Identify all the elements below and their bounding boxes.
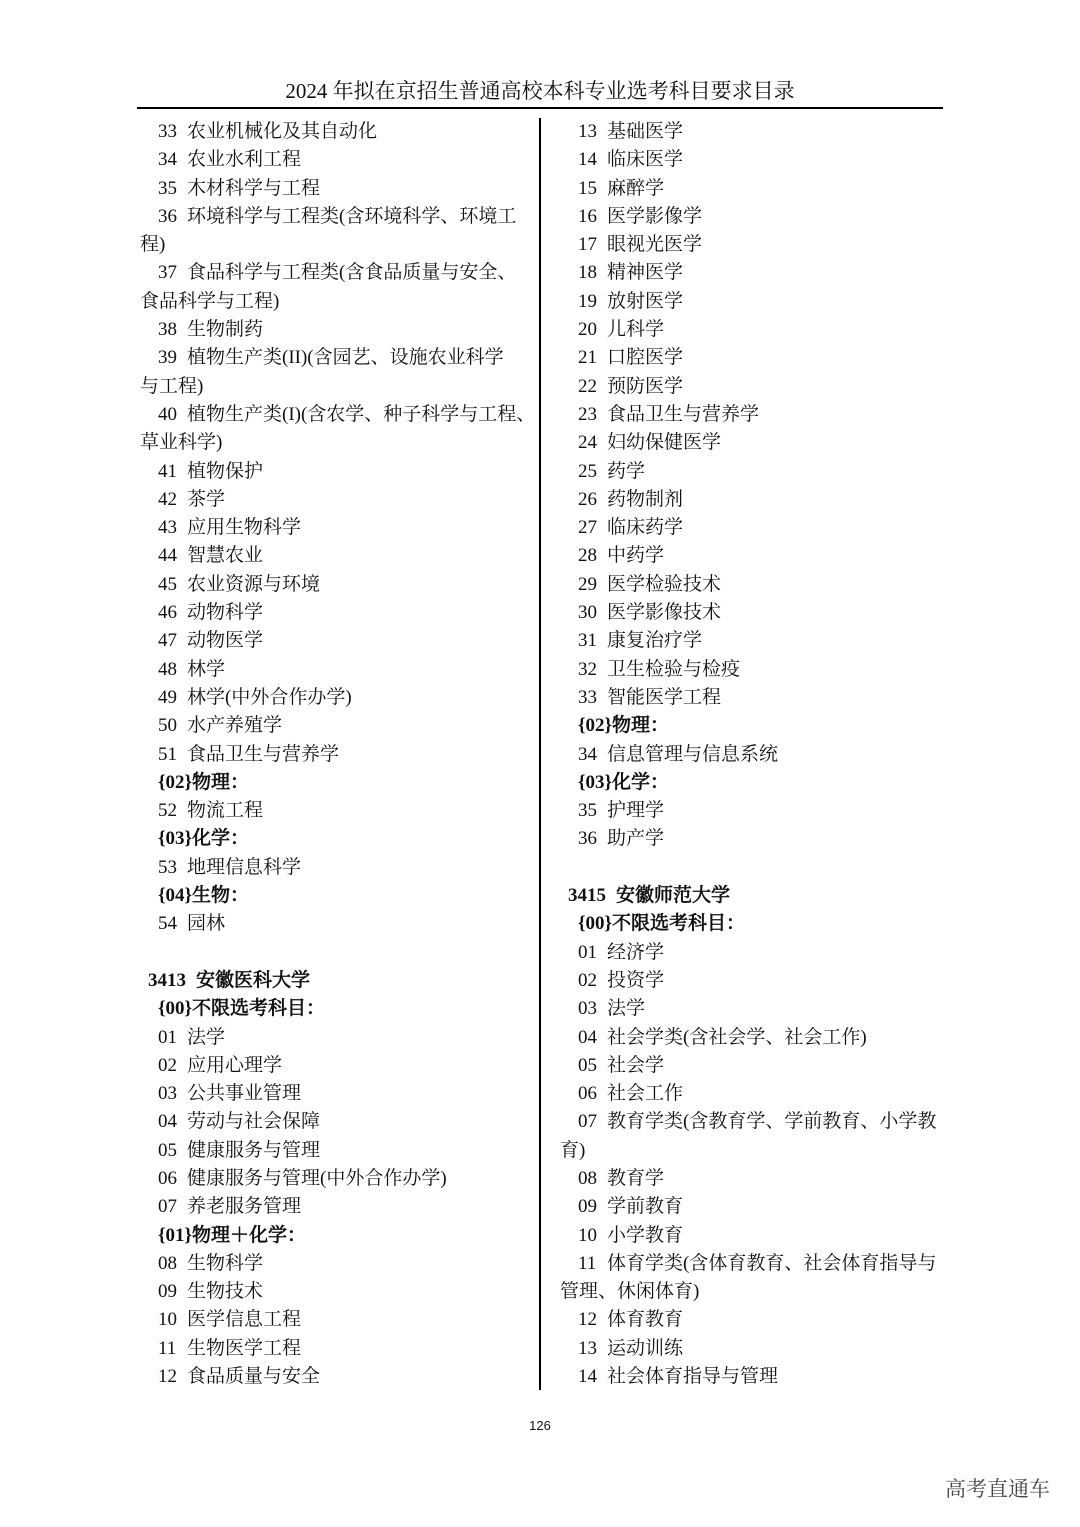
major-name: 应用心理学 [187,1054,283,1076]
major-item [560,1250,944,1278]
major-number: 31 [578,630,597,652]
major-name: 体育学类(含体育教育、社会体育指导与 [607,1252,937,1274]
major-item [560,939,944,967]
school-code: 3415 [568,885,606,907]
major-number: 08 [158,1252,177,1274]
major-item [560,1052,944,1080]
major-name: 临床医学 [607,149,684,171]
major-number: 03 [578,998,597,1020]
major-item [560,684,944,712]
major-name: 农业资源与环境 [187,573,321,595]
major-item [140,1278,536,1306]
major-name: 运动训练 [607,1337,684,1359]
school-name: 安徽医科大学 [196,969,311,991]
major-item [140,486,536,514]
major-item [140,1250,536,1278]
major-item [560,175,944,203]
major-name: 教育学类(含教育学、学前教育、小学教 [607,1111,937,1133]
major-name: 健康服务与管理(中外合作办学) [187,1167,447,1189]
major-name-continuation: 食品科学与工程) [140,290,280,312]
major-name: 医学影像学 [607,205,703,227]
major-number: 06 [578,1083,597,1105]
major-item [560,656,944,684]
major-item [560,1222,944,1250]
major-name: 康复治疗学 [607,630,703,652]
blank-line [140,939,536,967]
major-name: 基础医学 [607,121,684,142]
major-number: 12 [158,1366,177,1388]
major-item [560,571,944,599]
column-divider [539,118,541,1390]
major-item [140,712,536,740]
major-number: 19 [578,290,597,312]
major-number: 44 [158,545,177,567]
major-number: 25 [578,460,597,482]
major-name: 助产学 [607,828,665,850]
major-name: 口腔医学 [607,347,684,369]
subject-requirement-heading: {00}不限选考科目： [578,913,745,935]
major-number: 09 [578,1196,597,1218]
major-number: 27 [578,517,597,539]
major-name: 园林 [187,913,226,935]
major-item [140,910,536,938]
subject-requirement-heading: {00}不限选考科目： [158,998,325,1020]
major-number: 29 [578,573,597,595]
major-number: 18 [578,262,597,284]
major-name: 精神医学 [607,262,684,284]
major-number: 35 [578,800,597,822]
major-number: 33 [578,686,597,708]
major-number: 54 [158,913,177,935]
major-number: 22 [578,375,597,397]
major-item [140,1024,536,1052]
major-number: 52 [158,800,177,822]
major-number: 33 [158,121,177,142]
major-name: 环境科学与工程类(含环境科学、环境工 [187,205,517,227]
major-number: 17 [578,234,597,256]
major-item [140,259,536,287]
major-item [560,344,944,372]
major-item [560,1165,944,1193]
major-name-continuation: 草业科学) [140,432,223,454]
major-name: 茶学 [187,488,226,510]
major-name: 食品卫生与营养学 [607,403,760,425]
major-number: 10 [158,1309,177,1331]
major-name: 小学教育 [607,1224,684,1246]
major-name: 法学 [187,1026,226,1048]
subject-requirement-heading: {02}物理： [158,771,249,793]
major-item [560,316,944,344]
major-item [560,486,944,514]
major-number: 13 [578,121,597,142]
major-number: 20 [578,319,597,341]
major-item [560,259,944,287]
major-number: 11 [158,1337,177,1359]
major-name: 学前教育 [607,1196,684,1218]
major-item [560,1024,944,1052]
major-item [560,967,944,995]
major-name: 社会学 [607,1054,665,1076]
major-name: 养老服务管理 [187,1196,302,1218]
major-name: 生物技术 [187,1281,264,1303]
major-number: 06 [158,1167,177,1189]
header-rule [137,107,943,109]
major-item [560,797,944,825]
right-column [560,118,944,1391]
subject-requirement-heading: {03}化学： [158,828,249,850]
major-name: 中药学 [607,545,665,567]
major-number: 23 [578,403,597,425]
major-name: 智能医学工程 [607,686,722,708]
major-item [560,118,944,146]
major-name: 农业水利工程 [187,149,302,171]
major-item [140,514,536,542]
major-number: 08 [578,1167,597,1189]
school-code: 3413 [148,969,186,991]
school-heading [140,967,536,995]
major-item [560,458,944,486]
major-name: 预防医学 [607,375,684,397]
major-name: 体育教育 [607,1309,684,1331]
major-number: 09 [158,1281,177,1303]
major-item [560,1108,944,1136]
major-item [560,1335,944,1363]
major-number: 12 [578,1309,597,1331]
major-name: 社会工作 [607,1083,684,1105]
major-name: 卫生检验与检疫 [607,658,741,680]
major-number: 45 [158,573,177,595]
school-heading [560,882,944,910]
major-name: 动物医学 [187,630,264,652]
major-number: 13 [578,1337,597,1359]
major-item [560,599,944,627]
major-item [140,1137,536,1165]
major-number: 46 [158,602,177,624]
major-name: 动物科学 [187,602,264,624]
major-item [140,1080,536,1108]
major-name: 临床药学 [607,517,684,539]
major-name-continuation: 程) [140,234,166,256]
major-name-continuation: 管理、休闲体育) [560,1281,700,1303]
major-name: 水产养殖学 [187,715,283,737]
major-item [140,458,536,486]
major-number: 48 [158,658,177,680]
major-name: 教育学 [607,1167,665,1189]
major-number: 16 [578,205,597,227]
major-number: 24 [578,432,597,454]
major-name: 医学影像技术 [607,602,722,624]
major-number: 07 [578,1111,597,1133]
major-item [560,288,944,316]
major-number: 40 [158,403,177,425]
major-name: 信息管理与信息系统 [607,743,779,765]
major-number: 37 [158,262,177,284]
major-item [140,1052,536,1080]
major-number: 49 [158,686,177,708]
major-name: 经济学 [607,941,665,963]
major-item [140,1363,536,1391]
major-item [560,825,944,853]
major-item [140,1335,536,1363]
major-name: 医学信息工程 [187,1309,302,1331]
major-name: 护理学 [607,800,665,822]
major-name: 食品卫生与营养学 [187,743,340,765]
major-name-continuation: 育) [560,1139,586,1161]
school-name: 安徽师范大学 [616,885,731,907]
major-name: 药学 [607,460,646,482]
major-name: 植物保护 [187,460,264,482]
major-number: 41 [158,460,177,482]
major-number: 43 [158,517,177,539]
major-number: 04 [578,1026,597,1048]
major-name: 植物生产类(I)(含农学、种子科学与工程、 [187,403,536,425]
major-item [560,401,944,429]
major-item [140,656,536,684]
major-name: 医学检验技术 [607,573,722,595]
major-item [140,344,536,372]
subject-requirement-heading: {01}物理＋化学： [158,1224,306,1246]
major-number: 01 [158,1026,177,1048]
left-column [140,118,536,1391]
major-number: 14 [578,149,597,171]
major-name: 儿科学 [607,319,665,341]
major-item [140,1165,536,1193]
major-name: 法学 [607,998,646,1020]
major-number: 50 [158,715,177,737]
major-number: 05 [578,1054,597,1076]
major-number: 36 [158,205,177,227]
major-number: 03 [158,1083,177,1105]
major-number: 47 [158,630,177,652]
major-number: 38 [158,319,177,341]
major-number: 05 [158,1139,177,1161]
major-name: 药物制剂 [607,488,684,510]
major-number: 35 [158,177,177,199]
major-name: 健康服务与管理 [187,1139,321,1161]
major-item [560,429,944,457]
major-name: 劳动与社会保障 [187,1111,321,1133]
major-item [140,1306,536,1334]
major-number: 28 [578,545,597,567]
major-number: 39 [158,347,177,369]
major-item [140,741,536,769]
major-number: 04 [158,1111,177,1133]
major-name: 公共事业管理 [187,1083,302,1105]
major-name: 生物科学 [187,1252,264,1274]
major-name: 木材科学与工程 [187,177,321,199]
major-number: 51 [158,743,177,765]
major-name: 放射医学 [607,290,684,312]
major-name: 应用生物科学 [187,517,302,539]
major-number: 02 [578,969,597,991]
major-item [560,1363,944,1391]
major-item [140,542,536,570]
major-name: 投资学 [607,969,665,991]
major-name: 眼视光医学 [607,234,703,256]
major-number: 53 [158,856,177,878]
major-number: 34 [578,743,597,765]
major-item [560,1080,944,1108]
major-item [140,1193,536,1221]
major-name: 林学 [187,658,226,680]
major-item [140,118,536,146]
major-item [140,316,536,344]
major-number: 15 [578,177,597,199]
major-name: 生物制药 [187,319,264,341]
major-number: 01 [578,941,597,963]
page-number: 126 [529,1418,551,1433]
major-name: 社会体育指导与管理 [607,1366,779,1388]
major-item [140,571,536,599]
major-name: 农业机械化及其自动化 [187,121,378,142]
major-name: 林学(中外合作办学) [187,686,352,708]
major-item [140,627,536,655]
major-item [560,1306,944,1334]
major-name: 麻醉学 [607,177,665,199]
page-title: 2024 年拟在京招生普通高校本科专业选考科目要求目录 [285,79,795,103]
major-item [560,741,944,769]
major-number: 10 [578,1224,597,1246]
subject-requirement-heading: {04}生物： [158,885,249,907]
major-item [560,1193,944,1221]
major-item [140,203,536,231]
major-item [140,599,536,627]
major-item [560,514,944,542]
major-item [560,373,944,401]
major-name: 妇幼保健医学 [607,432,722,454]
major-name: 植物生产类(II)(含园艺、设施农业科学 [187,347,504,369]
major-number: 30 [578,602,597,624]
major-item [140,1108,536,1136]
major-name: 食品科学与工程类(含食品质量与安全、 [187,262,517,284]
subject-requirement-heading: {03}化学： [578,771,669,793]
major-number: 11 [578,1252,597,1274]
major-item [560,203,944,231]
major-number: 32 [578,658,597,680]
blank-line [560,854,944,882]
major-item [140,797,536,825]
major-name-continuation: 与工程) [140,375,204,397]
major-number: 42 [158,488,177,510]
major-name: 生物医学工程 [187,1337,302,1359]
major-item [140,401,536,429]
major-item [140,854,536,882]
watermark: 高考直通车 [945,1477,1050,1501]
major-item [560,542,944,570]
major-name: 食品质量与安全 [187,1366,321,1388]
major-number: 14 [578,1366,597,1388]
major-number: 21 [578,347,597,369]
major-name: 地理信息科学 [187,856,302,878]
major-name: 智慧农业 [187,545,264,567]
major-number: 02 [158,1054,177,1076]
major-number: 26 [578,488,597,510]
major-name: 物流工程 [187,800,264,822]
major-item [140,146,536,174]
major-item [140,684,536,712]
major-item [560,995,944,1023]
major-item [560,146,944,174]
major-name: 社会学类(含社会学、社会工作) [607,1026,867,1048]
subject-requirement-heading: {02}物理： [578,715,669,737]
major-number: 36 [578,828,597,850]
major-number: 07 [158,1196,177,1218]
major-item [560,231,944,259]
major-number: 34 [158,149,177,171]
major-item [140,175,536,203]
major-item [560,627,944,655]
